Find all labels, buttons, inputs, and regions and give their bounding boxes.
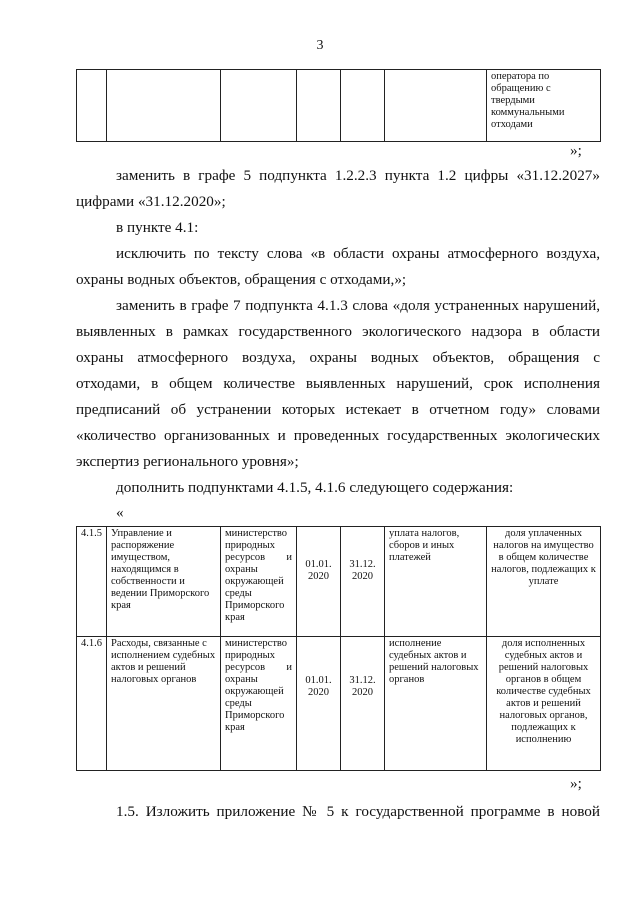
row-executor: министерство природных ресурсов и охраны окружающей среды Приморского края [221, 527, 297, 637]
paragraph-line: в пункте 4.1: [116, 219, 199, 236]
subitems-table [76, 526, 601, 771]
paragraph-line: исключить по тексту слова «в области охраны атмосферного воздуха, [116, 245, 600, 262]
table-cell [297, 70, 341, 142]
row-result: уплата налогов, сборов и иных платежей [385, 527, 487, 637]
page-number: 3 [316, 38, 324, 53]
row-end-date: 31.12. 2020 [341, 527, 385, 637]
table-cell [77, 70, 107, 142]
table-cell [385, 70, 487, 142]
paragraph-line: заменить в графе 5 подпункта 1.2.2.3 пункта 1.2 цифры «31.12.2027» [116, 167, 600, 184]
row-end-date: 31.12. 2020 [341, 637, 385, 771]
closing-quote-2: »; [570, 775, 582, 792]
row-number: 4.1.5 [77, 527, 107, 637]
closing-quote-1: »; [570, 142, 582, 159]
table-cell [107, 70, 221, 142]
paragraph-line: заменить в графе 7 подпункта 4.1.3 слова «доля устраненных нарушений, [116, 297, 600, 314]
row-number: 4.1.6 [77, 637, 107, 771]
table-cell [341, 70, 385, 142]
continuation-table [76, 69, 601, 142]
paragraph-line: дополнить подпунктами 4.1.5, 4.1.6 следующего содержания: [116, 479, 514, 496]
opening-quote: « [116, 504, 124, 521]
row-name: Управление и распоряжение имуществом, находящимся в собственности и ведении Приморского края [107, 527, 221, 637]
table-cell-operator: оператора по обращению с твердыми коммунальными отходами [487, 70, 601, 142]
paragraph-line: «количество организованных и проведенных государственных экологических [76, 427, 600, 444]
table-row [77, 527, 601, 637]
row-start-date: 01.01. 2020 [297, 527, 341, 637]
paragraph-line: охраны атмосферного воздуха, охраны водных объектов, обращения с [76, 349, 600, 366]
paragraph-line: цифрами «31.12.2020»; [76, 193, 226, 210]
row-indicator: доля исполненных судебных актов и решений налоговых органов в общем количестве судебных актов и решений налоговых органов, подлежащих к исполнению [487, 637, 601, 771]
row-indicator: доля уплаченных налогов на имущество в общем количестве налогов, подлежащих к уплате [487, 527, 601, 637]
paragraph-line: выявленных в рамках государственного экологического надзора в области [76, 323, 600, 340]
paragraph-line: отходами, в общем количестве выявленных нарушений, срок исполнения [76, 375, 600, 392]
row-result: исполнение судебных актов и решений налоговых органов [385, 637, 487, 771]
row-executor: министерство природных ресурсов и охраны окружающей среды Приморского края [221, 637, 297, 771]
row-start-date: 01.01. 2020 [297, 637, 341, 771]
paragraph-line: предписаний об устранении которых истекает в отчетном году» словами [76, 401, 600, 418]
table-cell [221, 70, 297, 142]
table-row [77, 70, 601, 142]
paragraph-line: охраны водных объектов, обращения с отходами,»; [76, 271, 407, 288]
table-row [77, 637, 601, 771]
row-name: Расходы, связанные с исполнением судебных актов и решений налоговых органов [107, 637, 221, 771]
final-paragraph: 1.5. Изложить приложение № 5 к государственной программе в новой [116, 803, 600, 820]
paragraph-line: экспертиз регионального уровня»; [76, 453, 299, 470]
